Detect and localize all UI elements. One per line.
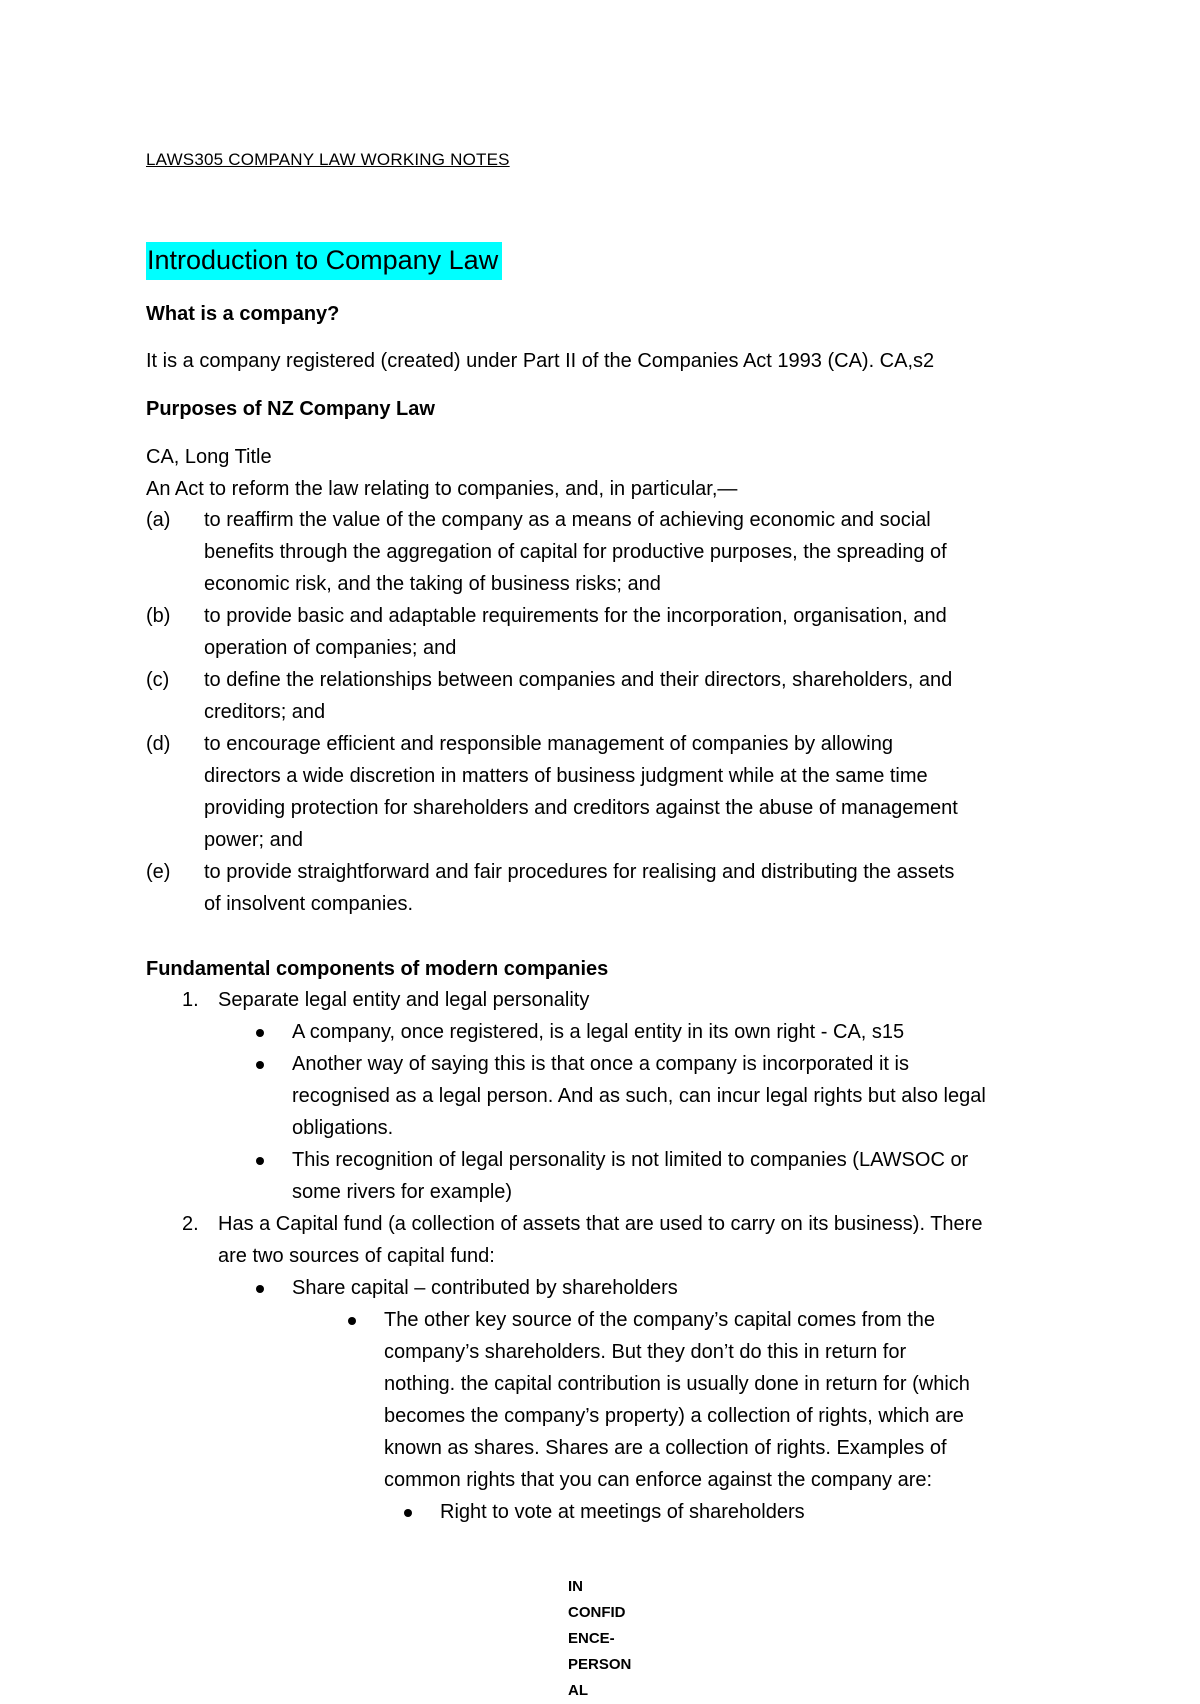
- bullet-dot-icon: [348, 1317, 356, 1325]
- bullet-dot-icon: [256, 1061, 264, 1069]
- question-heading: What is a company?: [146, 303, 340, 325]
- long-title-ref: CA, Long Title: [146, 446, 272, 468]
- purpose-line: to reaffirm the value of the company as a means of achieving economic and social: [204, 509, 931, 531]
- purpose-marker: (d): [146, 733, 171, 755]
- purpose-line: power; and: [204, 829, 303, 851]
- purpose-marker: (a): [146, 509, 171, 531]
- bullet-line: common rights that you can enforce against the company are:: [384, 1469, 933, 1491]
- act-intro: An Act to reform the law relating to companies, and, in particular,—: [146, 478, 738, 500]
- bullet-line: becomes the company’s property) a collection of rights, which are: [384, 1405, 964, 1427]
- component-line: are two sources of capital fund:: [218, 1245, 495, 1267]
- bullet-line: recognised as a legal person. And as such, can incur legal rights but also legal: [292, 1085, 986, 1107]
- bullet-line: The other key source of the company’s capital comes from the: [384, 1309, 936, 1331]
- question-answer: It is a company registered (created) under Part II of the Companies Act 1993 (CA). CA,s2: [146, 350, 935, 372]
- purpose-line: creditors; and: [204, 701, 326, 723]
- purpose-line: directors a wide discretion in matters of business judgment while at the same time: [204, 765, 928, 787]
- purpose-marker: (b): [146, 605, 171, 627]
- purpose-line: to provide basic and adaptable requirements for the incorporation, organisation, and: [204, 605, 947, 627]
- purpose-line: benefits through the aggregation of capital for productive purposes, the spreading of: [204, 541, 947, 563]
- bullet-line: known as shares. Shares are a collection of rights. Examples of: [384, 1437, 947, 1459]
- section-heading: Introduction to Company Law: [146, 242, 502, 280]
- component-line: Separate legal entity and legal personality: [218, 989, 590, 1011]
- purpose-line: to encourage efficient and responsible management of companies by allowing: [204, 733, 893, 755]
- bullet-dot-icon: [256, 1029, 264, 1037]
- bullet-line: nothing. the capital contribution is usually done in return for (which: [384, 1373, 970, 1395]
- bullet-line: some rivers for example): [292, 1181, 513, 1203]
- component-marker: 1.: [182, 989, 199, 1011]
- bullet-dot-icon: [256, 1285, 264, 1293]
- stamp-line: CONFID: [568, 1604, 626, 1621]
- stamp-line: PERSON: [568, 1656, 632, 1673]
- bullet-line: obligations.: [292, 1117, 394, 1139]
- bullet-dot-icon: [256, 1157, 264, 1165]
- bullet-dot-icon: [404, 1509, 412, 1517]
- stamp-line: IN: [568, 1578, 583, 1595]
- purpose-line: to define the relationships between companies and their directors, shareholders, and: [204, 669, 953, 691]
- purpose-marker: (e): [146, 861, 171, 883]
- bullet-line: A company, once registered, is a legal entity in its own right - CA, s15: [292, 1021, 905, 1043]
- bullet-line: Right to vote at meetings of shareholders: [440, 1501, 805, 1523]
- confidential-stamp: [568, 1574, 648, 1704]
- bullet-line: company’s shareholders. But they don’t do this in return for: [384, 1341, 907, 1363]
- purpose-line: providing protection for shareholders and creditors against the abuse of management: [204, 797, 958, 819]
- purpose-line: to provide straightforward and fair procedures for realising and distributing the assets: [204, 861, 955, 883]
- components-heading: Fundamental components of modern companies: [146, 958, 609, 980]
- stamp-line: AL: [568, 1682, 588, 1699]
- purpose-marker: (c): [146, 669, 170, 691]
- bullet-line: Share capital – contributed by shareholders: [292, 1277, 678, 1299]
- bullet-line: Another way of saying this is that once a company is incorporated it is: [292, 1053, 909, 1075]
- purpose-line: economic risk, and the taking of business risks; and: [204, 573, 661, 595]
- purposes-heading: Purposes of NZ Company Law: [146, 398, 435, 420]
- component-line: Has a Capital fund (a collection of assets that are used to carry on its business). There: [218, 1213, 983, 1235]
- purpose-line: operation of companies; and: [204, 637, 457, 659]
- document-title: LAWS305 COMPANY LAW WORKING NOTES: [146, 150, 510, 169]
- component-marker: 2.: [182, 1213, 199, 1235]
- stamp-line: ENCE-: [568, 1630, 615, 1647]
- purpose-line: of insolvent companies.: [204, 893, 414, 915]
- bullet-line: This recognition of legal personality is not limited to companies (LAWSOC or: [292, 1149, 969, 1171]
